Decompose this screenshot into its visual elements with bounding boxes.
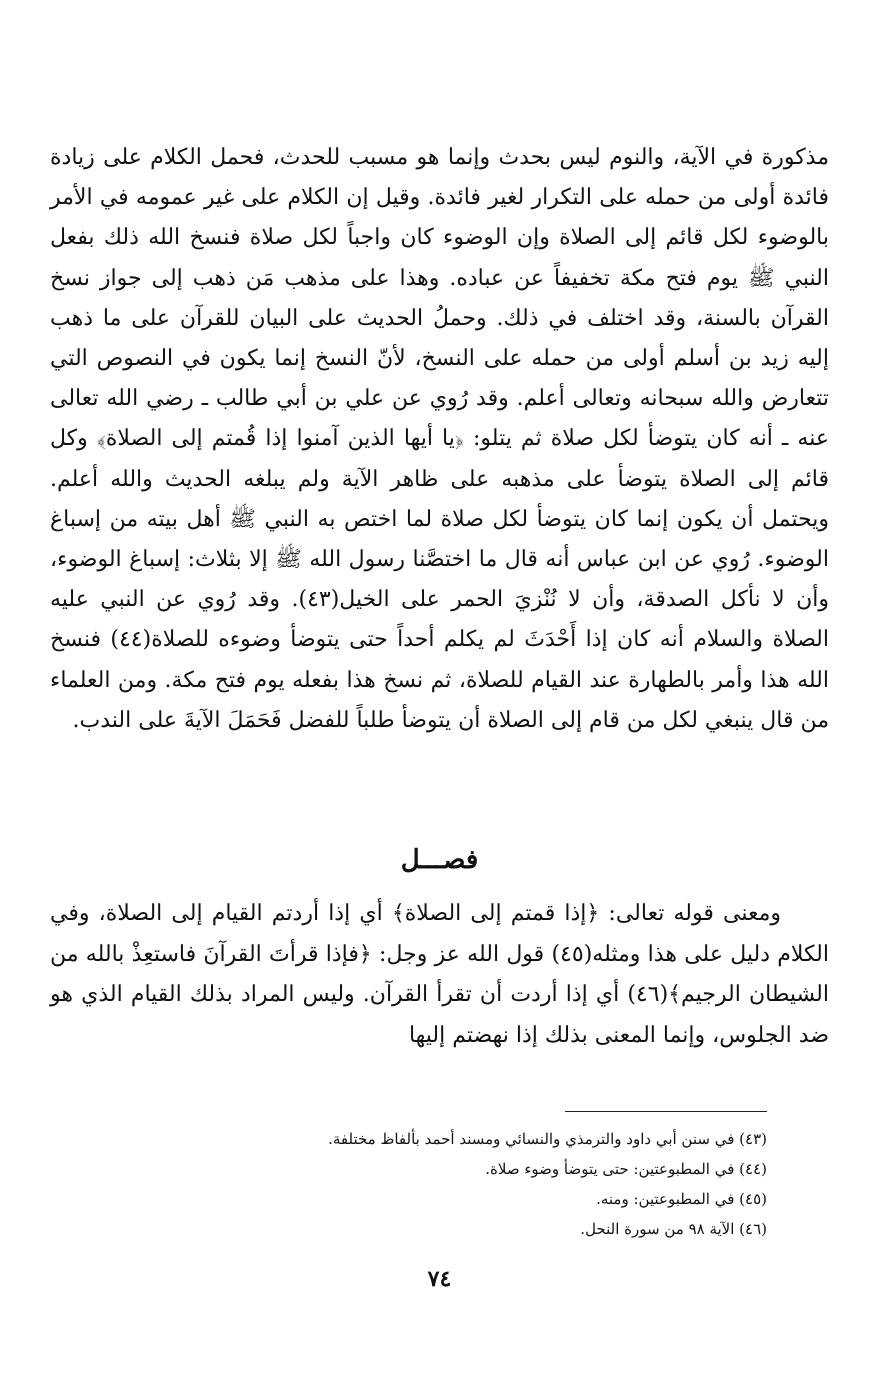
page-number: ٧٤ bbox=[427, 1266, 452, 1292]
section-heading: فصـــل bbox=[400, 845, 479, 875]
footnote-45: (٤٥) في المطبوعتين: ومنه. bbox=[596, 1190, 767, 1208]
main-text-block bbox=[50, 138, 829, 741]
footnotes bbox=[50, 1124, 767, 1244]
footnote-divider bbox=[565, 1111, 767, 1112]
footnote-46: (٤٦) الآية ٩٨ من سورة النحل. bbox=[580, 1220, 767, 1238]
footnote-44: (٤٤) في المطبوعتين: حتى يتوضأ وضوء صلاة. bbox=[485, 1160, 767, 1178]
footnote-43: (٤٣) في سنن أبي داود والترمذي والنسائي ومسند أحمد بألفاظ مختلفة. bbox=[328, 1130, 767, 1148]
second-text-block bbox=[50, 894, 829, 1056]
body-paragraph-1: مذكورة في الآية، والنوم ليس بحدث وإنما هو مسبب للحدث، فحمل الكلام على زيادة فائدة أولى من حمله على التكرار لغير فائدة. وقيل إن الكلام على غير عمومه في الأمر بالوضوء لكل قائم إلى الصلاة وإن الوضوء كان واجباً لكل صلاة فنسخ الله ذلك بفعل النبي ﷺ يوم فتح مكة تخفيفاً عن عباده. وهذا على مذهب مَن ذهب إلى جواز نسخ القرآن بالسنة، وقد اختلف في ذلك. وحملُ الحديث على البيان للقرآن على ما ذهب إليه زيد بن أسلم أولى من حمله على النسخ، لأنّ النسخ إنما يكون في النصوص التي تتعارض والله سبحانه وتعالى أعلم. وقد رُوي عن علي بن أبي طالب ـ رضي الله تعالى عنه ـ أنه كان يتوضأ لكل صلاة ثم يتلو: ﴿يا أيها الذين آمنوا إذا قُمتم إلى الصلاة﴾ وكل قائم إلى الصلاة يتوضأ على مذهبه على ظاهر الآية ولم يبلغه الحديث والله أعلم. ويحتمل أن يكون إنما كان يتوضأ لكل صلاة لما اختص به النبي ﷺ أهل بيته من إسباغ الوضوء. رُوي عن ابن عباس أنه قال ما اختصَّنا رسول الله ﷺ إلا بثلاث: إسباغ الوضوء، وأن لا نأكل الصدقة، وأن لا نُنْزيَ الحمر على الخيل(٤٣). وقد رُوي عن النبي عليه الصلاة والسلام أنه كان إذا أَحْدَثَ لم يكلم أحداً حتى يتوضأ وضوءه للصلاة(٤٤) فنسخ الله هذا وأمر بالطهارة عند القيام للصلاة، ثم نسخ هذا بفعله يوم فتح مكة. ومن العلماء من قال ينبغي لكل من قام إلى الصلاة أن يتوضأ طلباً للفضل فَحَمَلَ الآيةَ على الندب. bbox=[50, 145, 830, 733]
body-paragraph-2: ومعنى قوله تعالى: ﴿إذا قمتم إلى الصلاة﴾ أي إذا أردتم القيام إلى الصلاة، وفي الكلام دليل على هذا ومثله(٤٥) قول الله عز وجل: ﴿فإذا قرأتَ القرآنَ فاستعِذْ بالله من الشيطان الرجيم﴾(٤٦) أي إذا أردت أن تقرأ القرآن. وليس المراد بذلك القيام الذي هو ضد الجلوس، وإنما المعنى بذلك إذا نهضتم إليها bbox=[50, 901, 829, 1048]
